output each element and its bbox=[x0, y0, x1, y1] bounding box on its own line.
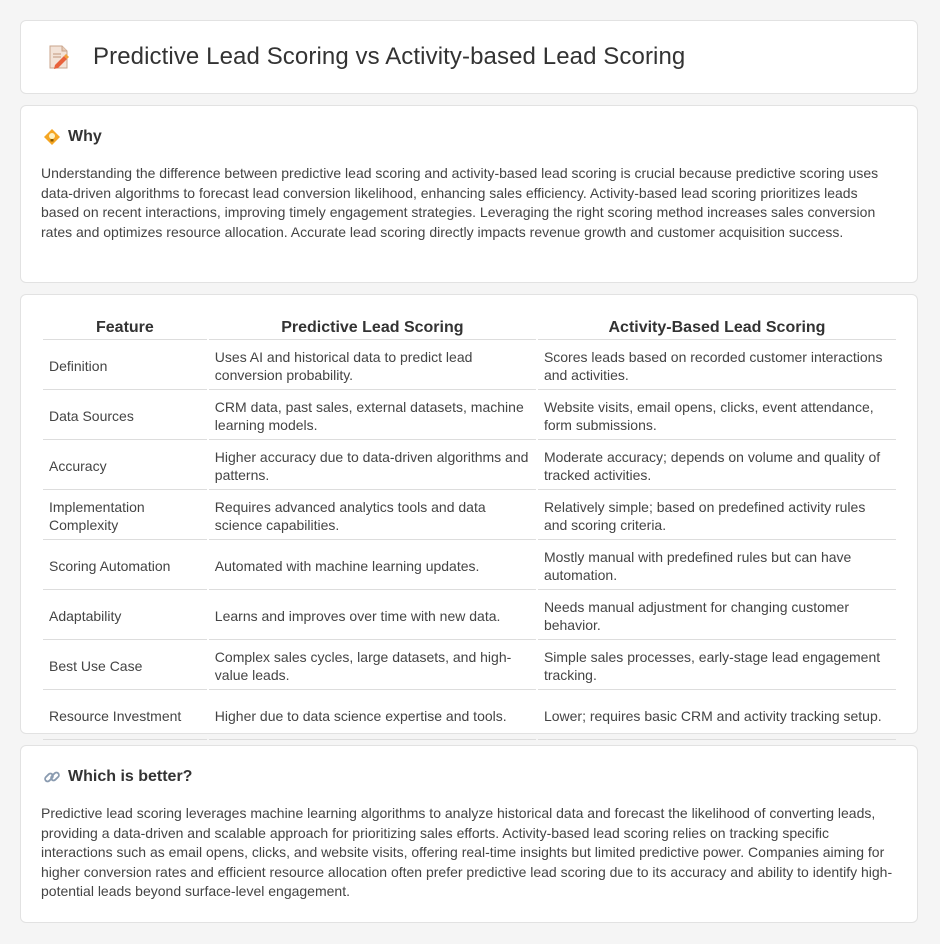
why-section bbox=[20, 105, 918, 283]
comparison-table bbox=[41, 315, 898, 742]
cell-predictive: CRM data, past sales, external datasets, machine learning models. bbox=[209, 392, 536, 440]
table-row bbox=[43, 492, 896, 540]
cell-feature: Definition bbox=[43, 342, 207, 390]
cell-feature: Adaptability bbox=[43, 592, 207, 640]
cell-activity: Relatively simple; based on predefined activity rules and scoring criteria. bbox=[538, 492, 896, 540]
comparison-section bbox=[20, 294, 918, 734]
header-activity: Activity-Based Lead Scoring bbox=[538, 317, 896, 340]
cell-activity: Lower; requires basic CRM and activity tracking setup. bbox=[538, 692, 896, 740]
cell-predictive: Requires advanced analytics tools and data science capabilities. bbox=[209, 492, 536, 540]
cell-activity: Moderate accuracy; depends on volume and quality of tracked activities. bbox=[538, 442, 896, 490]
lightbulb-icon bbox=[43, 128, 61, 146]
which-better-heading: Which is better? bbox=[68, 768, 193, 785]
cell-predictive: Automated with machine learning updates. bbox=[209, 542, 536, 590]
cell-feature: Scoring Automation bbox=[43, 542, 207, 590]
cell-activity: Scores leads based on recorded customer interactions and activities. bbox=[538, 342, 896, 390]
header-predictive: Predictive Lead Scoring bbox=[209, 317, 536, 340]
which-better-body: Predictive lead scoring leverages machine learning algorithms to analyze historical data and forecast the likelihood of converting leads, providing a data-driven and scalable approach for prioritizing sales efforts. Activity-based lead scoring relies on tracking specific interactions such as email opens, clicks, and website visits, offering real-time insights but limited predictive power. Companies aiming for higher conversion rates and efficient resource allocation often prefer predictive lead scoring due to its accuracy and ability to identify high-potential leads beyond surface-level engagement. bbox=[41, 805, 893, 900]
cell-predictive: Higher accuracy due to data-driven algorithms and patterns. bbox=[209, 442, 536, 490]
cell-feature: Accuracy bbox=[43, 442, 207, 490]
cell-activity: Mostly manual with predefined rules but can have automation. bbox=[538, 542, 896, 590]
cell-activity: Simple sales processes, early-stage lead engagement tracking. bbox=[538, 642, 896, 690]
table-row bbox=[43, 642, 896, 690]
cell-activity: Website visits, email opens, clicks, event attendance, form submissions. bbox=[538, 392, 896, 440]
why-heading: Why bbox=[68, 128, 102, 145]
cell-predictive: Uses AI and historical data to predict lead conversion probability. bbox=[209, 342, 536, 390]
link-icon bbox=[43, 768, 61, 786]
cell-feature: Best Use Case bbox=[43, 642, 207, 690]
cell-predictive: Higher due to data science expertise and tools. bbox=[209, 692, 536, 740]
table-row bbox=[43, 592, 896, 640]
cell-feature: Resource Investment bbox=[43, 692, 207, 740]
document-edit-icon bbox=[47, 43, 71, 71]
cell-feature: Implementation Complexity bbox=[43, 492, 207, 540]
why-body: Understanding the difference between predictive lead scoring and activity-based lead scoring is crucial because predictive scoring uses data-driven algorithms to forecast lead conversion likelihood, enhancing sales efficiency. Activity-based lead scoring prioritizes leads based on recent interactions, improving timely engagement strategies. Leveraging the right scoring method increases sales conversion rates and optimizes resource allocation. Accurate lead scoring directly impacts revenue growth and customer acquisition success. bbox=[41, 165, 879, 240]
cell-feature: Data Sources bbox=[43, 392, 207, 440]
cell-predictive: Complex sales cycles, large datasets, and high-value leads. bbox=[209, 642, 536, 690]
table-header-row bbox=[43, 317, 896, 340]
table-row bbox=[43, 692, 896, 740]
page-title: Predictive Lead Scoring vs Activity-based Lead Scoring bbox=[93, 43, 686, 70]
table-row bbox=[43, 392, 896, 440]
header-feature: Feature bbox=[43, 317, 207, 340]
title-card bbox=[20, 20, 918, 94]
table-row bbox=[43, 442, 896, 490]
cell-predictive: Learns and improves over time with new data. bbox=[209, 592, 536, 640]
table-row bbox=[43, 542, 896, 590]
table-row bbox=[43, 342, 896, 390]
cell-activity: Needs manual adjustment for changing customer behavior. bbox=[538, 592, 896, 640]
which-better-section bbox=[20, 745, 918, 923]
